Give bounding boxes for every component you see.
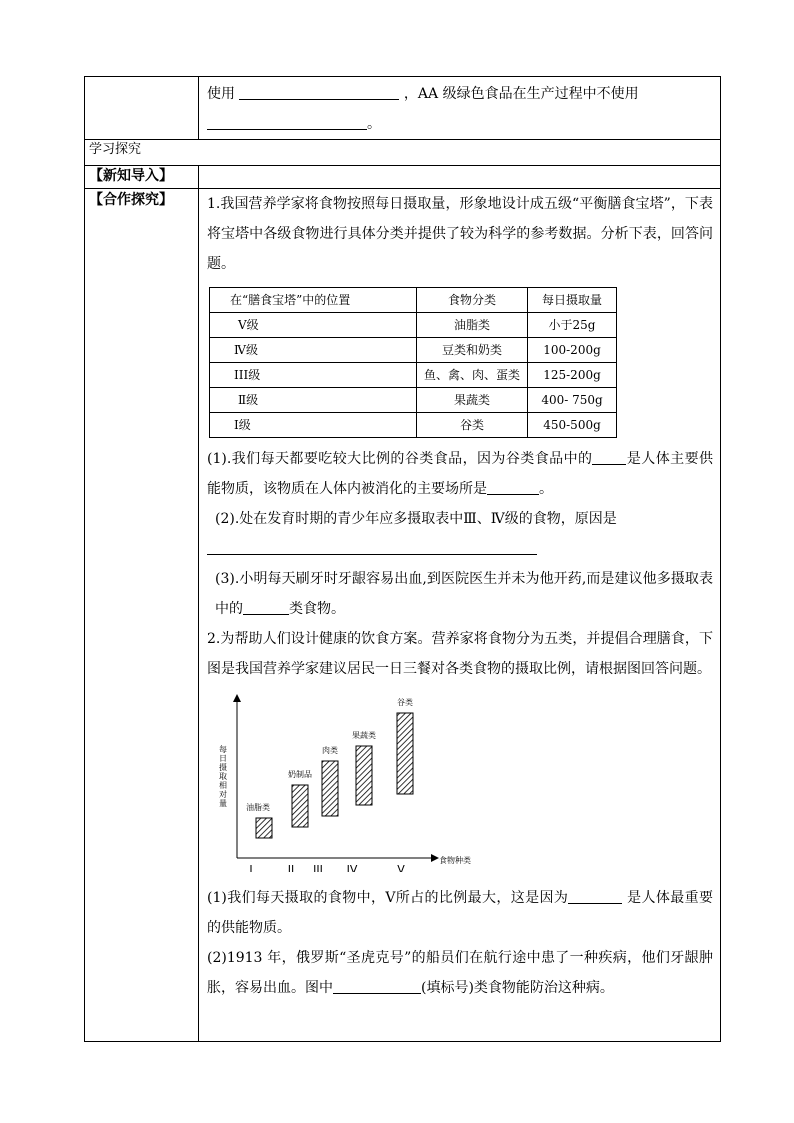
q2-sub2	[207, 943, 713, 1003]
x-tick-label: II	[287, 863, 295, 872]
q1-sub1-text-b: 是人体主要供能物质，该物质在人体内被消化的主要场所是	[207, 451, 714, 497]
x-tick-label: V	[397, 863, 405, 872]
q1-sub1-text-c: 。	[539, 481, 553, 497]
table-row	[210, 388, 617, 413]
bar	[322, 761, 338, 816]
q1-sub1	[207, 444, 713, 504]
q2-intro: 2.为帮助人们设计健康的饮食方案。营养家将食物分为五类，并提倡合理膳食，下图是我国营养学家建议居民一日三餐对各类食物的摄取比例，请根据图回答问题。	[207, 631, 713, 677]
blank-q1-1b[interactable]	[487, 478, 539, 495]
table-cell: 豆类和奶类	[417, 338, 528, 363]
table-cell: 油脂类	[417, 313, 528, 338]
x-axis-label: 食物种类	[439, 856, 471, 865]
q1-sub3-text-a: (3).小明每天刷牙时牙龈容易出血,到医院医生并未为他开药,而是建议他多摄取表中的	[215, 571, 713, 617]
blank-q2-2[interactable]	[333, 977, 421, 994]
table-row	[210, 363, 617, 388]
cooperation-content-cell	[199, 189, 721, 1042]
x-tick-label: III	[313, 863, 323, 872]
table-cell: I级	[210, 413, 417, 438]
table-header-cell: 在“膳食宝塔”中的位置	[210, 288, 417, 313]
y-axis-label: 每日摄取相对量	[219, 745, 227, 808]
table-cell: III级	[210, 363, 417, 388]
table-cell: 125-200g	[528, 363, 617, 388]
bar	[256, 818, 272, 838]
green-food-line1-a: 使用	[207, 86, 235, 102]
x-tick-label: I	[249, 863, 253, 872]
table-header-cell: 每日摄取量	[528, 288, 617, 313]
table-row	[210, 413, 617, 438]
table-cell: 450-500g	[528, 413, 617, 438]
bar-label: 肉类	[322, 746, 338, 755]
q1-sub3-text-b: 类食物。	[289, 601, 345, 617]
table-cell: 鱼、禽、肉、蛋类	[417, 363, 528, 388]
table-cell: 果蔬类	[417, 388, 528, 413]
bar	[292, 785, 308, 827]
q2-sub2-text-b: (填标号)类食物能防治这种病。	[421, 980, 614, 996]
bar-label: 油脂类	[246, 803, 270, 812]
q2-sub2-text-a: (2)1913 年，俄罗斯“圣虎克号”的船员们在航行途中患了一种疾病，他们牙龈肿胀，容易出血。图中	[207, 950, 713, 996]
q1-sub3	[207, 564, 713, 624]
blank-q1-1a[interactable]	[592, 448, 626, 465]
table-cell: 100-200g	[528, 338, 617, 363]
diet-pyramid-table	[209, 287, 617, 438]
section-title: 学习探究	[89, 142, 142, 157]
table-cell: Ⅴ级	[210, 313, 417, 338]
cooperation-label-cell	[85, 189, 199, 1042]
q1-intro: 1.我国营养学家将食物按照每日摄取量，形象地设计成五级“平衡膳食宝塔”，下表将宝塔中各级食物进行具体分类并提供了较为科学的参考数据。分析下表，回答问题。	[207, 196, 713, 272]
top-left-cell	[85, 77, 199, 140]
new-intro-content-cell	[199, 166, 721, 189]
blank-q1-3[interactable]	[243, 598, 289, 615]
table-row	[210, 313, 617, 338]
q1-sub2	[207, 504, 713, 564]
q1-sub2-text: (2).处在发育时期的青少年应多摄取表中Ⅲ、Ⅳ级的食物，原因是	[215, 511, 617, 527]
q2-sub1	[207, 883, 713, 943]
q2-sub1-text-b: 是人体最重要的供能物质。	[207, 890, 713, 936]
blank-green-a[interactable]	[239, 83, 399, 100]
new-intro-label: 【新知导入】	[89, 168, 173, 184]
table-cell: Ⅱ级	[210, 388, 417, 413]
table-header-cell: 食物分类	[417, 288, 528, 313]
bar-label: 谷类	[397, 698, 413, 707]
table-cell: 400- 750g	[528, 388, 617, 413]
q2-sub1-text-a: (1)我们每天摄取的食物中，Ⅴ所占的比例最大，这是因为	[207, 890, 569, 906]
q1-sub1-text-a: (1).我们每天都要吃较大比例的谷类食品，因为谷类食品中的	[207, 451, 593, 467]
food-intake-chart	[211, 692, 471, 872]
blank-q1-2[interactable]	[207, 538, 537, 555]
green-food-line1-b: ，AA 级绿色食品在生产过程中不使用	[403, 86, 639, 102]
section-title-row	[85, 140, 721, 166]
new-intro-label-cell	[85, 166, 199, 189]
bar	[356, 746, 372, 805]
blank-green-aa[interactable]	[207, 113, 367, 130]
blank-q2-1[interactable]	[568, 887, 622, 904]
table-cell: 小于25g	[528, 313, 617, 338]
cooperation-label: 【合作探究】	[89, 192, 173, 208]
table-row	[210, 338, 617, 363]
bar	[397, 713, 413, 794]
top-right-cell	[199, 77, 721, 140]
bar-label: 果蔬类	[352, 731, 376, 740]
table-cell: 谷类	[417, 413, 528, 438]
x-tick-label: IV	[346, 863, 358, 872]
table-header-row	[210, 288, 617, 313]
worksheet-table	[84, 76, 721, 1042]
table-cell: Ⅳ级	[210, 338, 417, 363]
green-food-line2-end: 。	[367, 116, 381, 132]
bar-label: 奶制品	[288, 770, 312, 779]
